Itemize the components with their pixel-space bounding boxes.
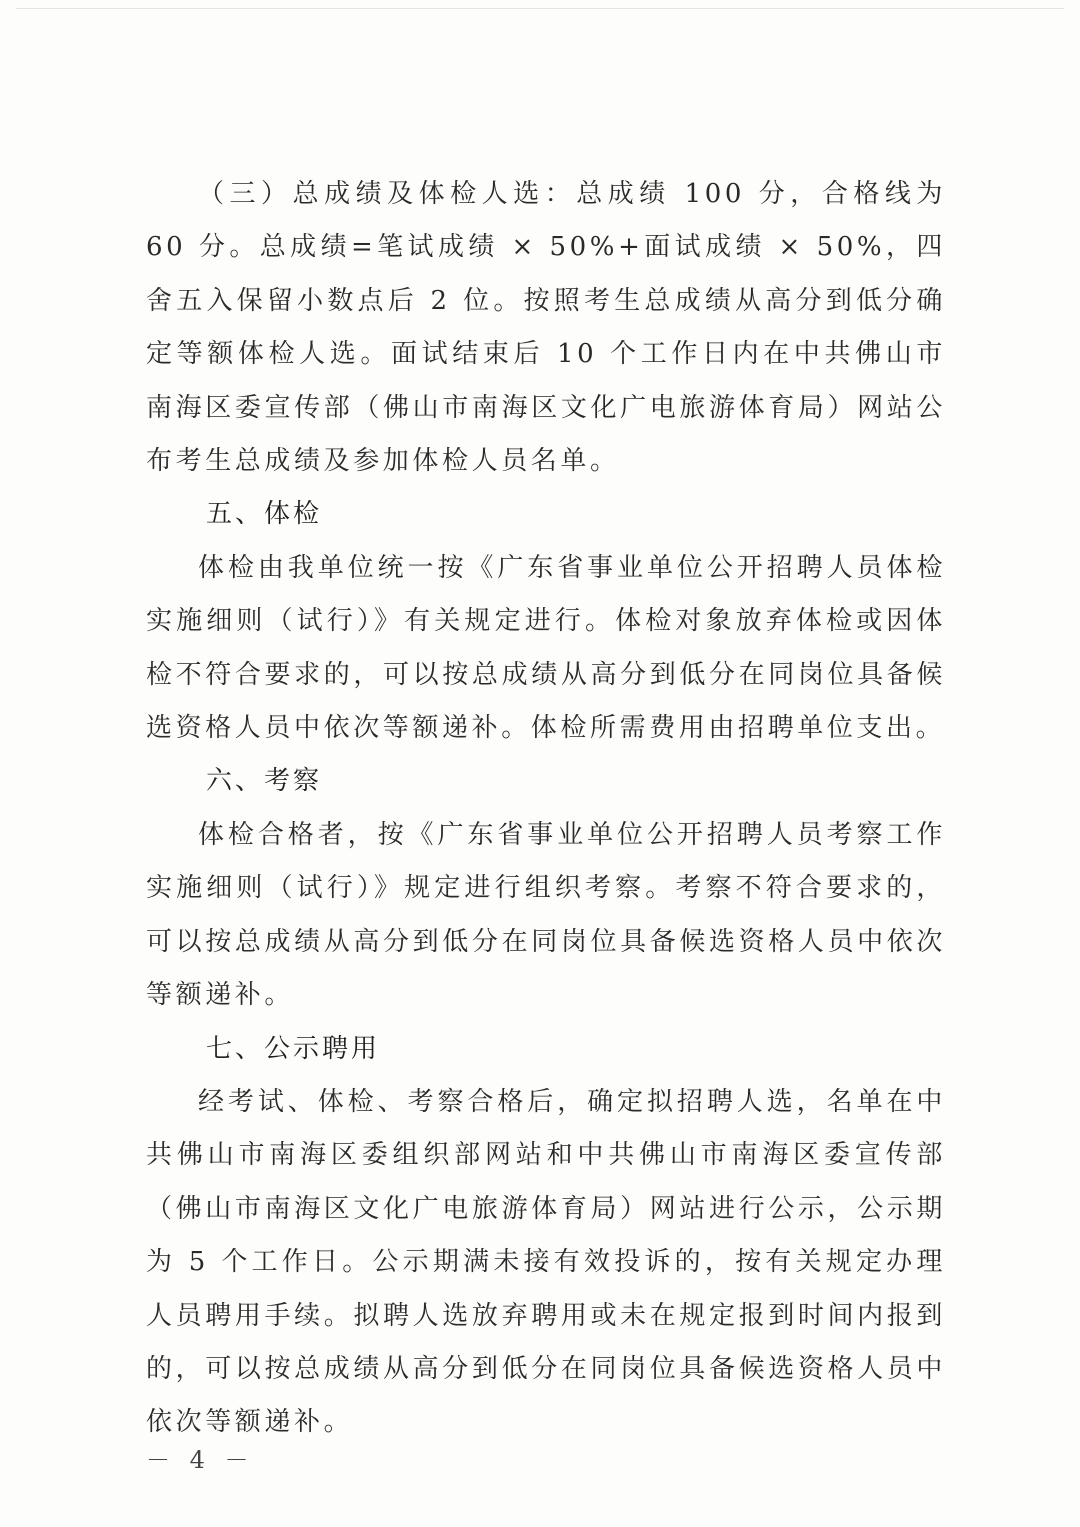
paragraph-total-score: （三）总成绩及体检人选：总成绩 100 分，合格线为 60 分。总成绩=笔试成绩 × 50%+面试成绩 × 50%，四舍五入保留小数点后 2 位。按照考生总成绩从高分到低分确定等额体检人选。面试结束后 10 个工作日内在中共佛山市南海区委宣传部（佛山市南海区文化广电旅游体育局）网站公布考生总成绩及参加体检人员名单。 [146, 179, 946, 477]
paragraph-inspection: 体检合格者，按《广东省事业单位公开招聘人员考察工作实施细则（试行）》规定进行组织考察。考察不符合要求的，可以按总成绩从高分到低分在同岗位具备候选资格人员中依次等额递补。 [146, 819, 946, 1011]
paragraph-physical-exam: 体检由我单位统一按《广东省事业单位公开招聘人员体检实施细则（试行）》有关规定进行。体检对象放弃体检或因体检不符合要求的，可以按总成绩从高分到低分在同岗位具备候选资格人员中依次等额递补。体检所需费用由招聘单位支出。 [146, 552, 946, 744]
top-divider [16, 8, 1064, 9]
heading-inspection: 六、考察 [206, 766, 323, 797]
page-number: － 4 － [146, 1446, 255, 1474]
heading-physical-exam: 五、体检 [206, 499, 323, 530]
heading-publicity-hiring: 七、公示聘用 [206, 1033, 381, 1064]
paragraph-publicity-hiring: 经考试、体检、考察合格后，确定拟招聘人选，名单在中共佛山市南海区委组织部网站和中共佛山市南海区委宣传部（佛山市南海区文化广电旅游体育局）网站进行公示，公示期为 5 个工作日。公示期满未接有效投诉的，按有关规定办理人员聘用手续。拟聘人选放弃聘用或未在规定报到时间内报到的，可以按总成绩从高分到低分在同岗位具备候选资格人员中依次等额递补。 [146, 1086, 946, 1438]
document-body [146, 168, 946, 1450]
